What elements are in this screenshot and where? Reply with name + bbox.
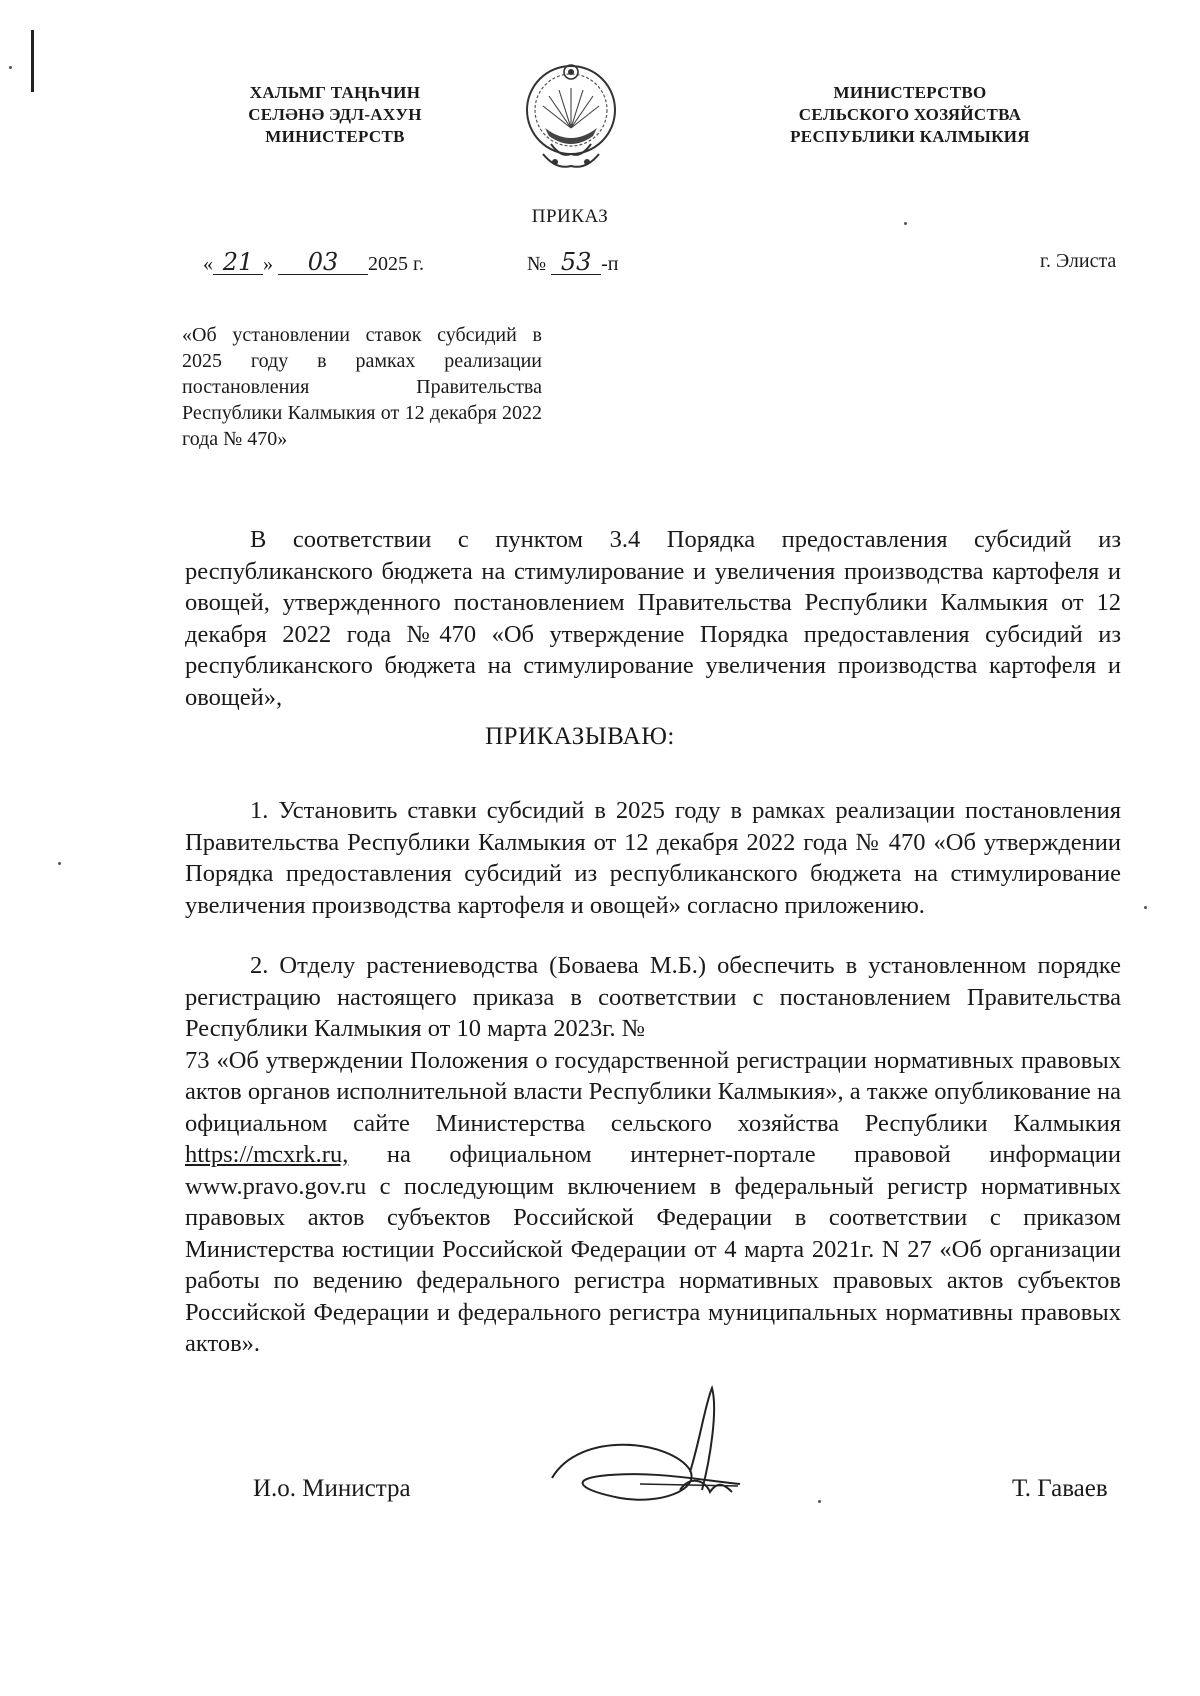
order-item-2-continued (185, 1045, 1121, 1360)
scan-speck (58, 862, 61, 865)
order-item-2-text-b: на официальном интернет-портале правовой информации www.pravo.gov.ru с последующим включением в федеральный регистр нормативных правовых актов субъектов Российской Федерации в соответствии с приказом Министерства юстиции Российской Федерации от 4 марта 2021г. N 27 «Об организации работы по ведению федерального регистра нормативных правовых актов субъектов Российской Федерации и федерального регистра муниципальных нормативны правовых актов». (185, 1141, 1122, 1357)
header-left-line: ХАЛЬМГ ТАҢҺЧИН (249, 83, 421, 102)
date-year: 2025 г. (368, 253, 424, 275)
header-right-line: РЕСПУБЛИКИ КАЛМЫКИЯ (790, 127, 1030, 146)
signatory-position: И.о. Министра (253, 1475, 411, 1502)
date-day: 21 (213, 250, 263, 275)
ministry-name-russian (730, 82, 1090, 148)
header-left-line: МИНИСТЕРСТВ (265, 127, 405, 146)
coat-of-arms-emblem-icon (521, 58, 621, 178)
quote-close: » (263, 253, 273, 275)
document-date (203, 250, 424, 276)
handwritten-signature-icon (540, 1380, 790, 1530)
header-right-line: СЕЛЬСКОГО ХОЗЯЙСТВА (798, 105, 1022, 124)
scan-speck (818, 1500, 821, 1503)
document-type: ПРИКАЗ (531, 206, 609, 227)
header-right-line: МИНИСТЕРСТВО (833, 83, 987, 102)
scan-speck (1144, 906, 1147, 909)
order-item-2-text-a: 73 «Об утверждении Положения о государственной регистрации нормативных правовых актов органов исполнительной власти Республики Калмыкия», а также опубликование на официальном сайте Министерства сельского хозяйства Республики Калмыкия (185, 1046, 1121, 1137)
scan-speck (9, 66, 12, 69)
orders-heading: ПРИКАЗЫВАЮ: (485, 723, 675, 750)
number-value: 53 (551, 250, 601, 275)
preamble (185, 524, 1121, 713)
document-city: г. Элиста (1040, 250, 1117, 272)
order-item-1 (185, 795, 1121, 921)
order-item-2-text: 2. Отделу растениеводства (Боваева М.Б.) обеспечить в установленном порядке регистрацию настоящего приказа в соответствии с постановлением Правительства Республики Калмыкия от 10 марта 2023г. № (185, 952, 1121, 1042)
number-suffix: -п (601, 253, 619, 275)
document-number (527, 250, 618, 276)
number-prefix: № (527, 253, 547, 275)
scan-artifact-line (31, 30, 34, 92)
header-left-line: СЕЛӘНӘ ЭДЛ-АХУН (248, 105, 422, 124)
ministry-website-link[interactable]: https://mcxrk.ru, (185, 1141, 349, 1168)
preamble-text: В соответствии с пунктом 3.4 Порядка предоставления субсидий из республиканского бюджета на стимулирование и увеличения производства картофеля и овощей, утвержденного постановлением Правительства Республики Калмыкия от 12 декабря 2022 года №470 «Об утверждение Порядка предоставления субсидий из республиканского бюджета на стимулирование увеличения производства картофеля и овощей», (185, 526, 1121, 711)
ministry-name-kalmyk (170, 82, 500, 148)
signatory-name: Т. Гаваев (1012, 1475, 1108, 1502)
date-month: 03 (278, 250, 368, 275)
scan-speck (904, 222, 907, 225)
document-subject: «Об установлении ставок субсидий в 2025 году в рамках реализации постановления Правительства Республики Калмыкия от 12 декабря 2022 года № 470» (182, 324, 542, 450)
order-item-2 (185, 950, 1121, 1360)
quote-open: « (203, 253, 213, 275)
order-item-1-text: 1. Установить ставки субсидий в 2025 году в рамках реализации постановления Правительства Республики Калмыкия от 12 декабря 2022 года № 470 «Об утверждении Порядка предоставления субсидий из республиканского бюджета на стимулирование увеличения производства картофеля и овощей» согласно приложению. (185, 797, 1121, 919)
